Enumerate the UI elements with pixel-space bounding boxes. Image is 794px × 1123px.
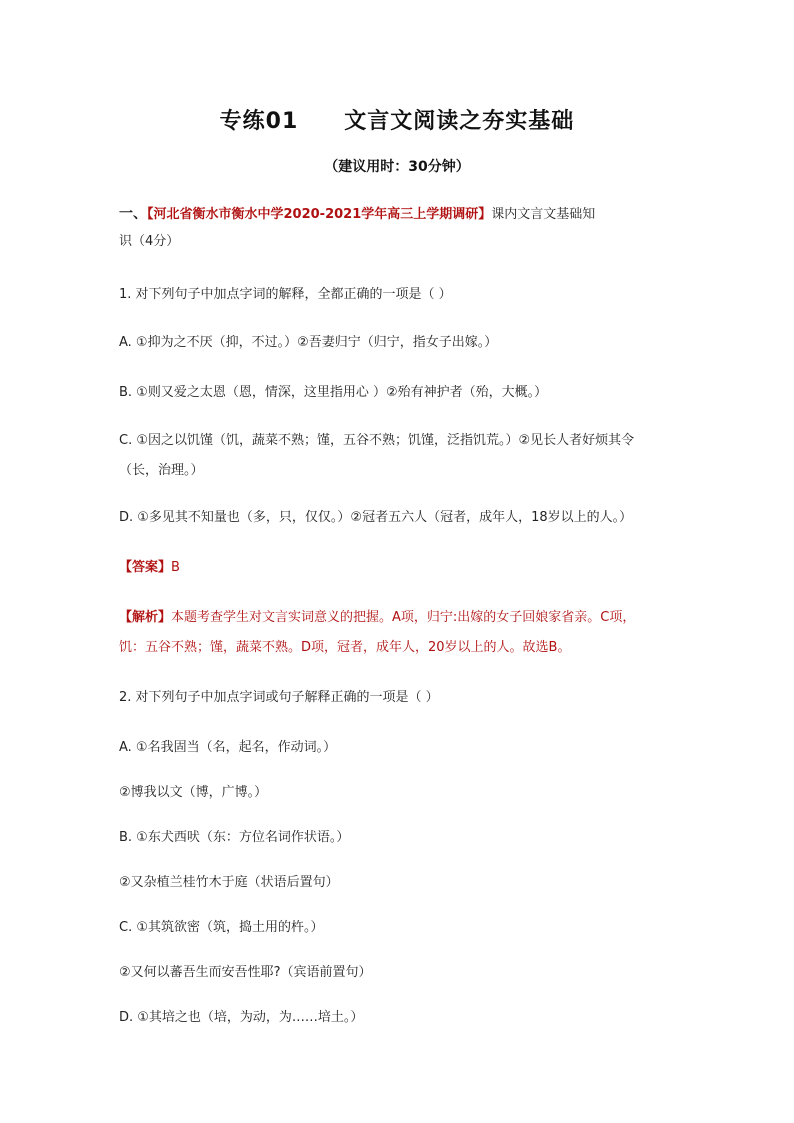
analysis-text: 本题考查学生对文言实词意义的把握。A项，归宁:出嫁的女子回娘家省亲。C项， [171,610,636,625]
title-code: 专练01 [219,109,299,134]
q2-option-c-2: ②又何以蕃吾生而安吾性耶?（宾语前置句） [119,965,372,980]
title-text: 文言文阅读之夯实基础 [344,109,575,134]
q2-option-b: B. ①东犬西吠（东：方位名词作状语。） [119,830,350,845]
section-heading-cont: 识（4分） [119,234,180,249]
q1-option-d: D. ①多见其不知量也（多，只，仅仅。）②冠者五六人（冠者，成年人，18岁以上的人。） [119,510,633,525]
q2-stem: 2. 对下列句子中加点字词或句子解释正确的一项是（ ） [119,690,439,705]
q1-analysis-cont: 饥：五谷不熟；馑，蔬菜不熟。D项，冠者，成年人，20岁以上的人。故选B。 [119,640,571,655]
section-number: 一、 [119,206,147,222]
q1-option-b: B. ①则又爱之太恩（恩，情深，这里指用心 ）②殆有神护者（殆，大概。） [119,385,548,400]
q2-option-c: C. ①其筑欲密（筑，捣土用的杵。） [119,920,324,935]
q1-option-c-cont: （长，治理。） [119,463,204,478]
q2-option-a: A. ①名我固当（名，起名，作动词。） [119,740,337,755]
q1-analysis [119,608,679,628]
q1-option-c: C. ①因之以饥馑（饥，蔬菜不熟；馑，五谷不熟；饥馑，泛指饥荒。）②见长人者好烦其令 [119,433,635,448]
q1-option-a: A. ①抑为之不厌（抑，不过。）②吾妻归宁（归宁，指女子出嫁。） [119,335,498,350]
q2-option-d: D. ①其培之也（培，为动，为……培土。） [119,1010,364,1025]
page-title [0,104,794,135]
analysis-label: 【解析】 [119,610,172,625]
q1-stem: 1. 对下列句子中加点字词的解释，全都正确的一项是（ ） [119,287,452,302]
section-heading [119,204,679,225]
answer-value: B [171,560,180,575]
suggested-time: （建议用时：30分钟） [324,159,470,175]
section-suffix: 课内文言文基础知 [491,207,596,222]
q2-option-a-2: ②博我以文（博，广博。） [119,785,268,800]
q1-answer [119,558,679,578]
answer-label: 【答案】 [119,560,172,575]
q2-option-b-2: ②又杂植兰桂竹木于庭（状语后置句） [119,875,339,890]
section-source: 【河北省衡水市衡水中学2020-2021学年高三上学期调研】 [147,207,492,222]
